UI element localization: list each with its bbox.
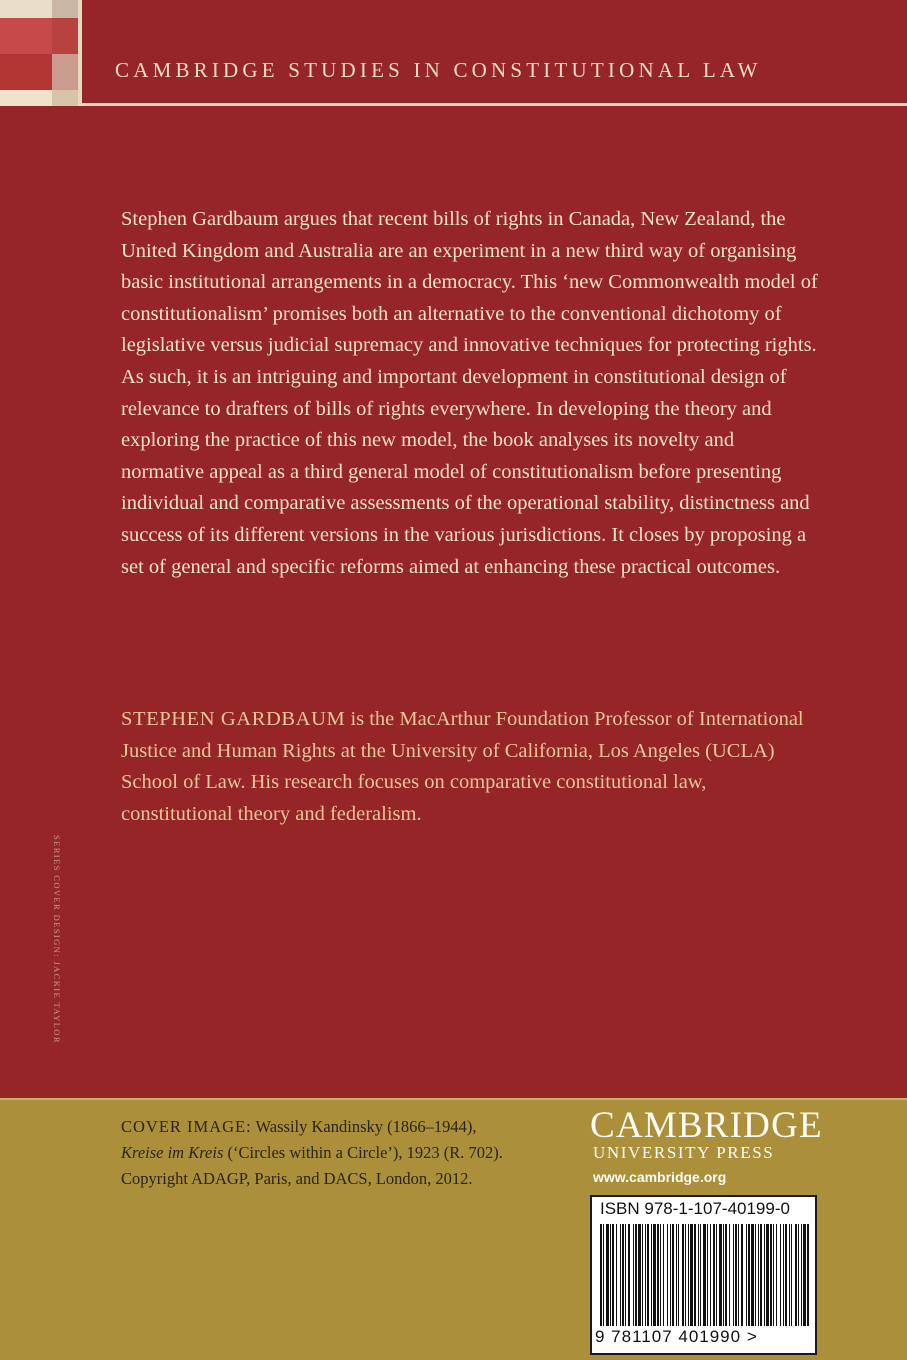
- isbn-barcode: [590, 1195, 817, 1355]
- decor-horizontal-rule: [82, 103, 907, 106]
- book-description: Stephen Gardbaum argues that recent bills of rights in Canada, New Zealand, the United Kingdom and Australia are an experiment in a new third way of organising basic institutional arrangements in a democracy. This ‘new Commonwealth model of constitutionalism’ promises both an alternative to the conventional dichotomy of legislative versus judicial supremacy and innovative techniques for protecting rights. As such, it is an intriguing and important development in constitutional design of relevance to drafters of bills of rights everywhere. In developing the theory and exploring the practice of this new model, the book analyses its novelty and normative appeal as a third general model of constitutionalism before presenting individual and comparative assessments of the operational stability, distinctness and success of its different versions in the various jurisdictions. It closes by proposing a set of general and specific reforms aimed at enhancing these practical outcomes.: [121, 208, 818, 578]
- decor-square: [0, 54, 52, 90]
- author-bio-text: is the MacArthur Foundation Professor of International Justice and Human Rights at the University of California, Los Angeles (UCLA) School of Law. His research focuses on comparative constitutional law, constitutional theory and federalism.: [121, 708, 804, 825]
- series-design-credit: SERIES COVER DESIGN: JACKIE TAYLOR: [52, 835, 62, 1044]
- decor-square: [0, 90, 52, 106]
- cover-image-artist: Wassily Kandinsky (1866–1944),: [251, 1117, 477, 1136]
- footer-rule: [0, 1098, 907, 1100]
- cover-image-details: (‘Circles within a Circle’), 1923 (R. 702). Copyright ADAGP, Paris, and DACS, London, 2012.: [121, 1143, 503, 1188]
- barcode-icon: [600, 1224, 812, 1326]
- barcode-number: 9 781107 401990 >: [595, 1327, 758, 1346]
- series-title: CAMBRIDGE STUDIES IN CONSTITUTIONAL LAW: [115, 58, 762, 82]
- decor-square: [0, 18, 52, 54]
- isbn-text: ISBN 978-1-107-40199-0: [600, 1199, 790, 1218]
- decor-square: [52, 54, 78, 90]
- decor-vertical-rule: [78, 0, 82, 106]
- cover-image-title: Kreise im Kreis: [121, 1143, 224, 1162]
- footer-band: [0, 1098, 907, 1360]
- decor-square: [52, 0, 78, 18]
- decor-square: [0, 0, 52, 18]
- publisher-logo-name: CAMBRIDGE: [590, 1105, 823, 1146]
- cover-image-credit: [121, 1114, 561, 1192]
- author-bio: [121, 704, 821, 830]
- decor-square: [52, 90, 78, 106]
- cover-image-label: COVER IMAGE:: [121, 1117, 252, 1136]
- publisher-logo-subtitle: UNIVERSITY PRESS: [593, 1143, 775, 1162]
- author-name: STEPHEN GARDBAUM: [121, 708, 346, 730]
- publisher-url[interactable]: www.cambridge.org: [593, 1169, 727, 1185]
- decor-square: [52, 18, 78, 54]
